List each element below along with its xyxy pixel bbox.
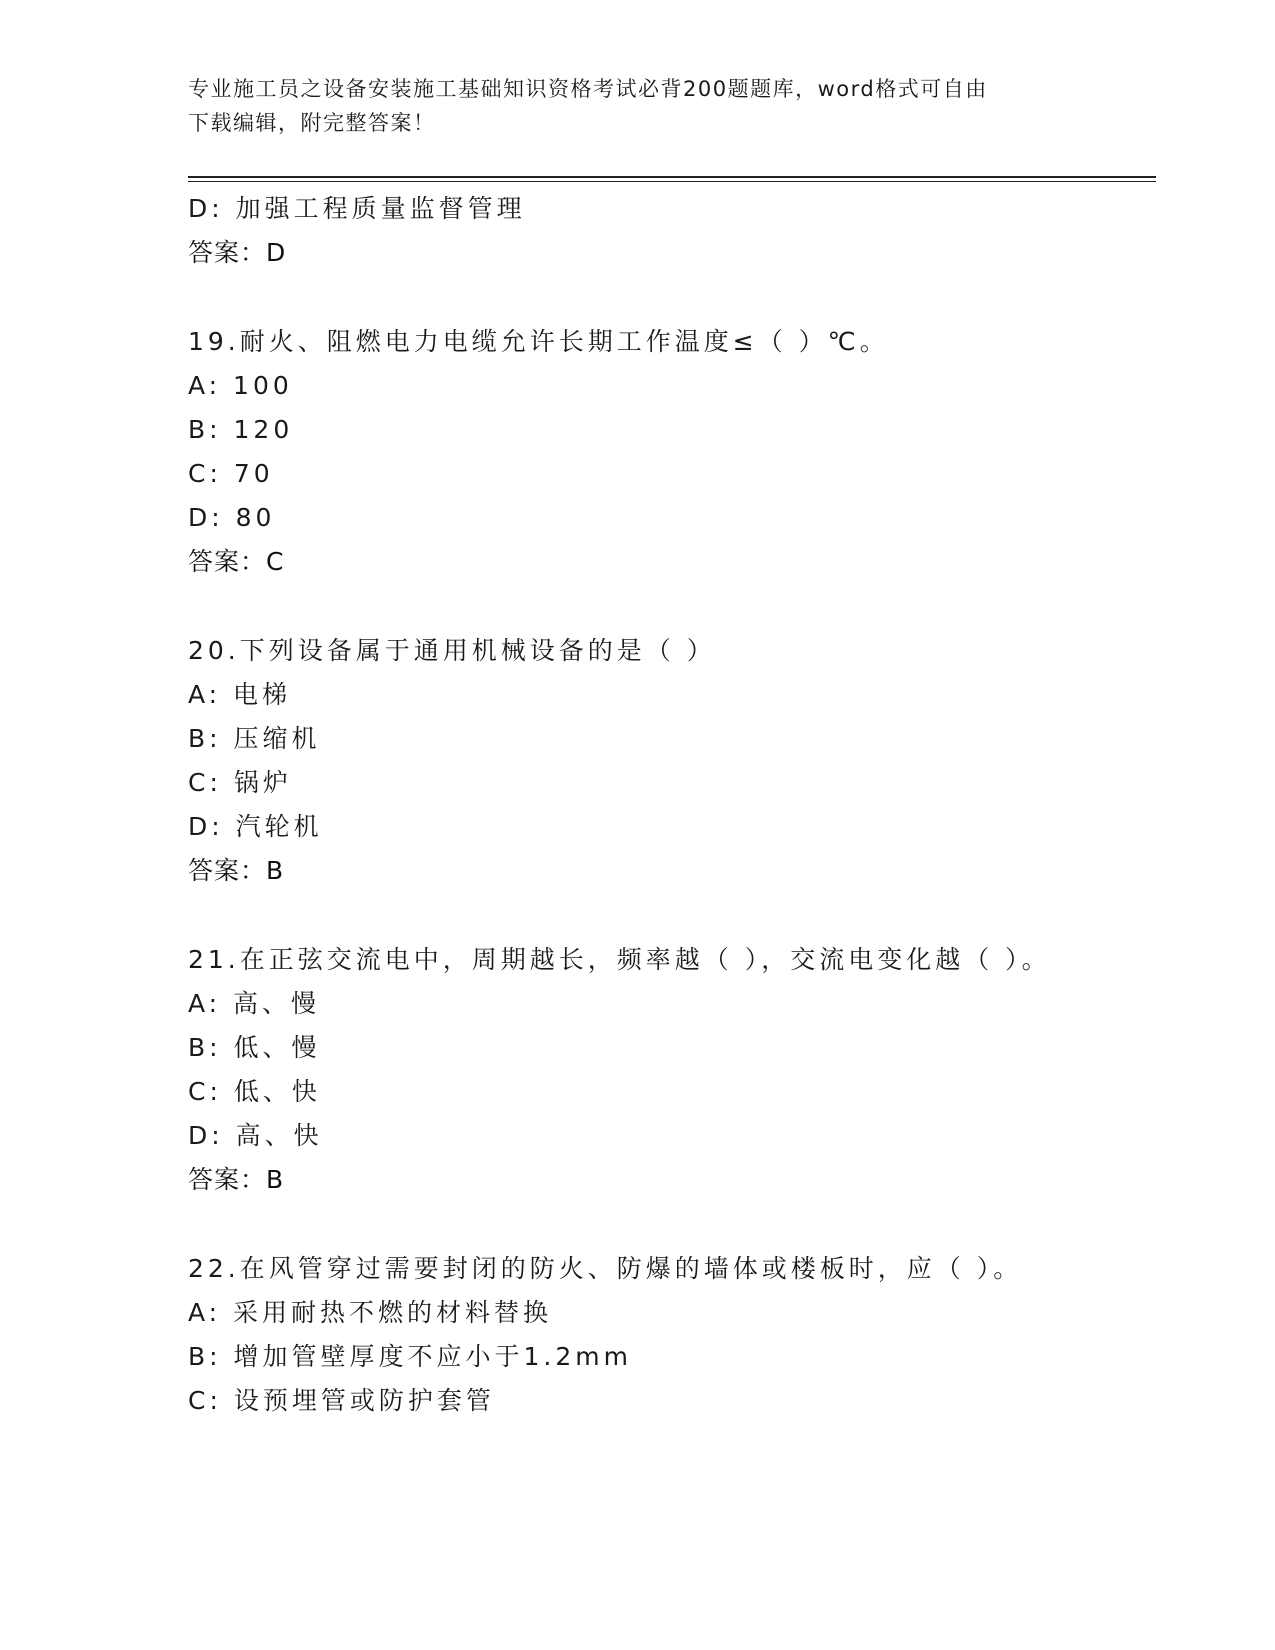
question-22-option-c: C: 设预埋管或防护套管 [188, 1386, 495, 1415]
question-20-option-b: B: 压缩机 [188, 724, 321, 753]
question-19-answer: 答案：C [188, 547, 285, 576]
question-19-option-c: C: 70 [188, 459, 274, 488]
question-22-option-b: B: 增加管壁厚度不应小于1.2mm [188, 1342, 632, 1371]
question-20-stem: 20.下列设备属于通用机械设备的是（ ） [188, 636, 716, 665]
question-19-option-a: A: 100 [188, 371, 293, 400]
prev-answer: 答案：D [188, 238, 287, 267]
document-header [188, 72, 1088, 140]
question-20-answer: 答案：B [188, 856, 285, 885]
question-20-option-d: D: 汽轮机 [188, 812, 323, 841]
question-19-option-b: B: 120 [188, 415, 294, 444]
question-19-option-d: D: 80 [188, 503, 276, 532]
question-20-option-a: A: 电梯 [188, 680, 292, 709]
question-21-option-a: A: 高、慢 [188, 989, 321, 1018]
question-20-option-c: C: 锅炉 [188, 768, 292, 797]
header-line-2: 下载编辑，附完整答案！ [188, 111, 436, 135]
question-21-stem: 21.在正弦交流电中，周期越长，频率越（ ），交流电变化越（ ）。 [188, 945, 1051, 974]
question-21-option-d: D: 高、快 [188, 1121, 323, 1150]
header-rule-thin [188, 181, 1156, 182]
header-rule-thick [188, 176, 1156, 178]
question-21-option-b: B: 低、慢 [188, 1033, 321, 1062]
prev-option-d: D: 加强工程质量监督管理 [188, 194, 526, 223]
header-line-1: 专业施工员之设备安装施工基础知识资格考试必背200题题库，word格式可自由 [188, 77, 988, 101]
question-22-stem: 22.在风管穿过需要封闭的防火、防爆的墙体或楼板时，应（ ）。 [188, 1254, 1023, 1283]
question-22-option-a: A: 采用耐热不燃的材料替换 [188, 1298, 553, 1327]
question-21-answer: 答案：B [188, 1165, 285, 1194]
question-19-stem: 19.耐火、阻燃电力电缆允许长期工作温度≤（ ）℃。 [188, 327, 889, 356]
question-21-option-c: C: 低、快 [188, 1077, 321, 1106]
